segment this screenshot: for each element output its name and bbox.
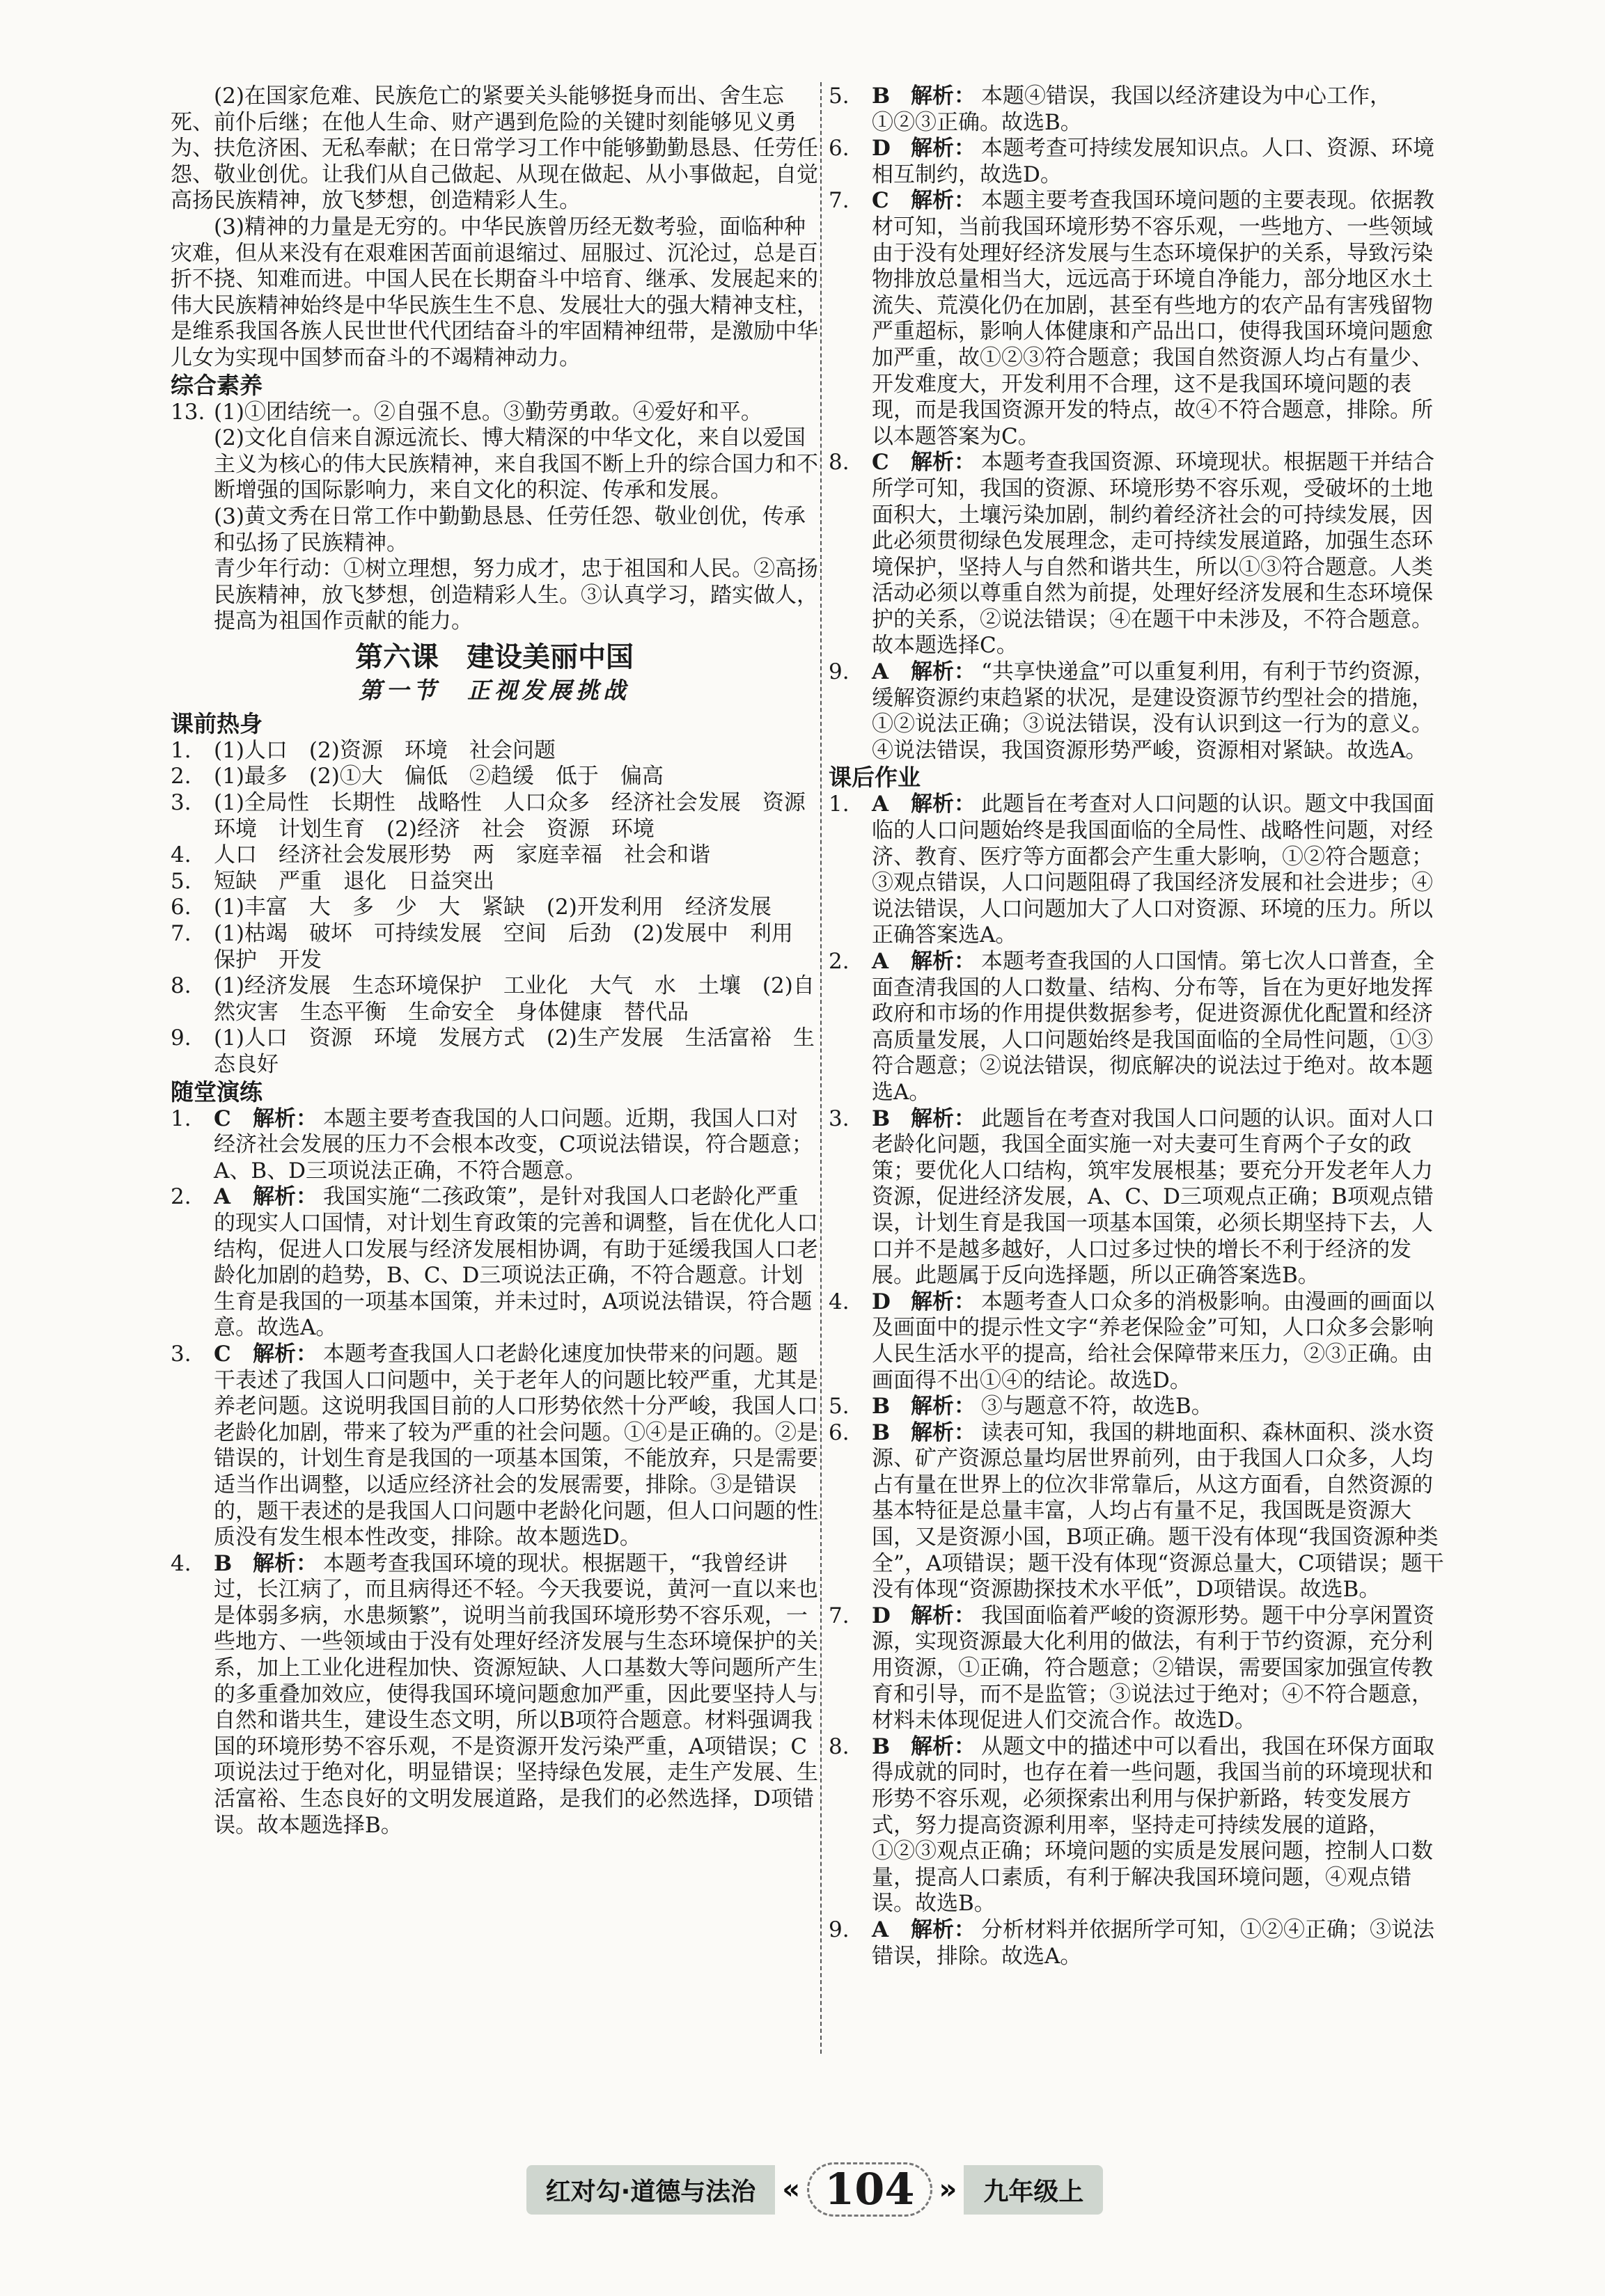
- answer-letter: C: [214, 1106, 231, 1131]
- analysis-label: 解析：: [911, 136, 976, 162]
- item-body: [872, 136, 1448, 188]
- khzy-list: [829, 792, 1448, 1969]
- section-heading-stly: 随堂演练: [171, 1078, 263, 1106]
- lesson-title: 第六课 建设美丽中国: [355, 640, 634, 673]
- item-number: 6.: [829, 1420, 850, 1445]
- item-number: 5.: [171, 868, 191, 894]
- item-body: [214, 1106, 818, 1185]
- item-number: 8.: [171, 973, 191, 999]
- item-number: 7.: [829, 188, 850, 214]
- item-number: 8.: [829, 450, 850, 475]
- answer-letter: B: [872, 1733, 891, 1759]
- analysis-text: 我国面临着严峻的资源形势。题干中分享闲置资源，实现资源最大化利用的做法，有利于节约资源，充分利用资源，①正确，符合题意；②错误，需要国家加强宣传教育和引导，而不是监管；③说法过于绝对；④不符合题意，材料未体现促进人们交流合作。故选D。: [872, 1603, 1434, 1733]
- list-item: [171, 869, 818, 895]
- analysis-label: 解析：: [253, 1550, 318, 1576]
- analysis-text: 我国实施“二孩政策”，是针对我国人口老龄化严重的现实人口国情，对计划生育政策的完善和调整，旨在优化人口结构，促进人口发展与经济发展相协调，有助于延缓我国人口老龄化加剧的趋势，B、C、D三项说法正确，不符合题意。计划生育是我国的一项基本国策，并未过时，A项说法错误，符合题意。故选A。: [214, 1184, 818, 1341]
- list-item: [829, 84, 1448, 136]
- list-item: [171, 1342, 818, 1551]
- stly-list-left: [171, 1106, 818, 1839]
- list-item: [829, 1106, 1448, 1289]
- analysis-label: 解析：: [253, 1106, 318, 1131]
- answer-letter: A: [872, 949, 889, 974]
- answer-letter: B: [872, 1420, 891, 1445]
- item-number: 1.: [171, 1106, 191, 1131]
- item-text: (1)枯竭 破坏 可持续发展 空间 后劲 (2)发展中 利用 保护 开发: [214, 921, 815, 973]
- item-number: 8.: [829, 1733, 850, 1759]
- analysis-text: 本题考查我国环境的现状。根据题干，“我曾经讲过，长江病了，而且病得还不轻。今天我要说，黄河一直以来也是体弱多病，水患频繁”，说明当前我国环境形势不容乐观，一些地方、一些领域由于没有处理好经济发展与生态环境保护的关系，加上工业化进程加快、资源短缺、人口基数大等问题所产生的多重叠加效应，使得我国环境问题愈加严重，因此要坚持人与自然和谐共生，建设生态文明，所以B项符合题意。材料强调我国的环境形势不容乐观，不是资源开发污染严重，A项错误；C项说法过于绝对化，明显错误；坚持绿色发展，走生产发展、生活富裕、生态良好的文明发展道路，是我们的必然选择，D项错误。故本题选择B。: [214, 1550, 818, 1838]
- item-text: (1)全局性 长期性 战略性 人口众多 经济社会发展 资源环境 计划生育 (2)经济 社会 资源 环境: [214, 790, 806, 842]
- item-number: 6.: [829, 136, 850, 162]
- item-body: [872, 1603, 1448, 1734]
- item-text: (1)人口 (2)资源 环境 社会问题: [214, 737, 556, 763]
- item-number: 4.: [829, 1289, 850, 1314]
- item-body: [214, 1551, 818, 1839]
- item-body: [214, 1184, 818, 1342]
- list-item: [171, 738, 818, 764]
- analysis-text: 读表可知，我国的耕地面积、森林面积、淡水资源、矿产资源总量均居世界前列，由于我国人口众多，人均占有量在世界上的位次非常靠后，从这方面看，自然资源的基本特征是总量丰富，人均占有量不足，我国既是资源大国，又是资源小国，B项正确。题干没有体现“我国资源种类全”，A项错误；题干没有体现“资源总量大，C项错误；题干没有体现“资源勘探技术水平低”，D项错误。故选B。: [872, 1420, 1444, 1603]
- item-body: [872, 659, 1448, 764]
- answer-letter: B: [214, 1550, 233, 1576]
- list-item: [829, 1917, 1448, 1969]
- item-number: 5.: [829, 84, 850, 109]
- analysis-text: 本题考查我国资源、环境现状。根据题干并结合所学可知，我国的资源、环境形势不容乐观，受破坏的土地面积大，土壤污染加剧，制约着经济社会的可持续发展，因此必须贯彻绿色发展理念，走可持续发展道路，加强生态环境保护，坚持人与自然和谐共生，所以①③符合题意。人类活动必须以尊重自然为前提，处理好经济发展和生态环境保护的关系，②说法错误；④在题干中未涉及，不符合题意。故本题选择C。: [872, 450, 1434, 659]
- item-text: 短缺 严重 退化 日益突出: [214, 868, 494, 894]
- item-number: 7.: [171, 921, 191, 947]
- left-column: [171, 84, 818, 1839]
- item-number: 3.: [171, 790, 191, 816]
- list-item: [171, 1551, 818, 1839]
- analysis-text: “共享快递盒”可以重复利用，有利于节约资源，缓解资源约束趋紧的状况，是建设资源节约型社会的措施，①②说法正确；③说法错误，没有认识到这一行为的意义。④说法错误，我国资源形势严峻，资源相对紧缺。故选A。: [872, 659, 1435, 763]
- footer-grade: 九年级上: [964, 2165, 1103, 2215]
- column-divider: [820, 82, 822, 2054]
- answer-paragraph: (3)精神的力量是无穷的。中华民族曾历经无数考验，面临种种灾难，但从来没有在艰难困苦面前退缩过、屈服过、沉沦过，总是百折不挠、知难而进。中国人民在长期奋斗中培育、继承、发展起来的伟大民族精神始终是中华民族生生不息、发展壮大的强大精神支柱，是维系我国各族人民世世代代团结奋斗的牢固精神纽带，是激励中华儿女为实现中国梦而奋斗的不竭精神动力。: [171, 214, 818, 370]
- item-number: 2.: [171, 764, 191, 789]
- analysis-text: 本题考查我国的人口国情。第七次人口普查，全面查清我国的人口数量、结构、分布等，旨在为更好地发挥政府和市场的作用提供数据参考，促进资源优化配置和经济高质量发展，人口问题始终是我国面临的全局性问题，①③符合题意；②说法错误，彻底解决的说法过于绝对。故本题选A。: [872, 949, 1434, 1105]
- answer-paragraph: (2)在国家危难、民族危亡的紧要关头能够挺身而出、舍生忘死、前仆后继；在他人生命、财产遇到危险的关键时刻能够见义勇为、扶危济困、无私奉献；在日常学习工作中能够勤勤恳恳、任劳任怨、敬业创优。让我们从自己做起、从现在做起、从小事做起，自觉高扬民族精神，放飞梦想，创造精彩人生。: [171, 84, 818, 214]
- analysis-text: 本题考查可持续发展知识点。人口、资源、环境相互制约，故选D。: [872, 136, 1434, 187]
- list-item: [171, 842, 818, 869]
- analysis-label: 解析：: [911, 1106, 976, 1131]
- item-text: 人口 经济社会发展形势 两 家庭幸福 社会和谐: [214, 842, 710, 868]
- item-body: [872, 450, 1448, 659]
- item-body: [872, 84, 1448, 136]
- answer-letter: D: [872, 1289, 891, 1314]
- item-number: 1.: [829, 792, 850, 817]
- analysis-label: 解析：: [911, 84, 976, 109]
- list-item: [829, 1734, 1448, 1917]
- list-item: [171, 790, 818, 842]
- list-item: [171, 1106, 818, 1185]
- section-heading-kqrs: 课前热身: [171, 709, 263, 737]
- answer-letter: A: [872, 659, 889, 685]
- answer-paragraph: (2)文化自信来自源远流长、博大精深的中华文化，来自以爱国主义为核心的伟大民族精神，来自我国不断上升的综合国力和不断增强的国际影响力，来自文化的积淀、传承和发展。: [214, 425, 818, 503]
- answer-letter: C: [214, 1341, 231, 1367]
- item-number: 4.: [171, 842, 191, 868]
- item-number: 7.: [829, 1603, 850, 1628]
- item-number: 3.: [829, 1106, 850, 1131]
- item-number: 4.: [171, 1550, 191, 1576]
- list-item: [829, 1603, 1448, 1734]
- analysis-text: 本题考查我国人口老龄化速度加快带来的问题。题干表述了我国人口问题中，关于老年人的问题比较严重，尤其是养老问题。这说明我国目前的人口形势依然十分严峻，我国人口老龄化加剧，带来了较为严重的社会问题。①④是正确的。②是错误的，计划生育是我国的一项基本国策，不能放弃，只是需要适当作出调整，以适应经济社会的发展需要，排除。③是错误的，题干表述的是我国人口问题中老龄化问题，但人口问题的性质没有发生根本性改变，排除。故本题选D。: [214, 1341, 818, 1550]
- list-item: [829, 136, 1448, 188]
- chevron-left-icon: «: [782, 2173, 801, 2205]
- item-number: 3.: [171, 1341, 191, 1367]
- list-item: [829, 450, 1448, 659]
- analysis-label: 解析：: [911, 1394, 976, 1420]
- analysis-label: 解析：: [911, 949, 976, 974]
- item-number: 9.: [829, 659, 850, 685]
- list-item: [171, 973, 818, 1025]
- answer-letter: B: [872, 84, 891, 109]
- analysis-label: 解析：: [911, 1420, 976, 1445]
- item-number: 6.: [171, 895, 191, 920]
- answer-letter: D: [872, 136, 891, 162]
- item-number: 9.: [829, 1917, 850, 1942]
- item-text: (1)经济发展 生态环境保护 工业化 大气 水 土壤 (2)自然灾害 生态平衡 生命安全 身体健康 替代品: [214, 973, 815, 1025]
- analysis-text: 从题文中的描述中可以看出，我国在环保方面取得成就的同时，也存在着一些问题，我国当前的环境现状和形势不容乐观，必须探索出利用与保护新路，转变发展方式，努力提高资源利用率，坚持走可持续发展的道路，①②③观点正确；环境问题的实质是发展问题，控制人口数量，提高人口素质，有利于解决我国环境问题，④观点错误。故选B。: [872, 1733, 1434, 1917]
- section-title: 第一节 正视发展挑战: [359, 676, 630, 704]
- analysis-label: 解析：: [253, 1184, 318, 1210]
- analysis-text: 本题考查人口众多的消极影响。由漫画的画面以及画面中的提示性文字“养老保险金”可知，人口众多会影响人民生活水平的提高，给社会保障带来压力，②③正确。由画面得不出①④的结论。故选D。: [872, 1289, 1434, 1393]
- list-item: [829, 188, 1448, 450]
- stly-list-right: [829, 84, 1448, 764]
- page-footer: [446, 2162, 1184, 2217]
- section-heading-zonghe: 综合素养: [171, 371, 263, 399]
- answer-letter: A: [872, 1917, 889, 1942]
- section-heading-khzy: 课后作业: [829, 764, 921, 792]
- analysis-label: 解析：: [911, 792, 976, 817]
- analysis-text: 本题④错误，我国以经济建设为中心工作，①②③正确。故选B。: [872, 84, 1391, 135]
- chevron-right-icon: »: [939, 2173, 957, 2205]
- list-item: [171, 921, 818, 973]
- item-number: 2.: [829, 949, 850, 974]
- answer-letter: C: [872, 450, 889, 475]
- list-item: [829, 949, 1448, 1106]
- list-item: [829, 792, 1448, 949]
- analysis-label: 解析：: [911, 1733, 976, 1759]
- list-item: [171, 1025, 818, 1078]
- item-body: [214, 1342, 818, 1551]
- item-body: [872, 1734, 1448, 1917]
- intro-block: [171, 84, 818, 372]
- answer-letter: A: [872, 792, 889, 817]
- answer-paragraph: (1)①团结统一。②自强不息。③勤劳勇敢。④爱好和平。: [214, 399, 762, 425]
- analysis-text: 此题旨在考查对人口问题的认识。题文中我国面临的人口问题始终是我国面临的全局性、战略性问题，对经济、教育、医疗等方面都会产生重大影响，①②符合题意；③观点错误，人口问题阻碍了我国经济发展和社会进步；④说法错误，人口问题加大了人口对资源、环境的压力。所以正确答案选A。: [872, 792, 1434, 948]
- item-body: [872, 188, 1448, 450]
- analysis-text: ③与题意不符，故选B。: [981, 1394, 1213, 1420]
- item-number: 1.: [171, 737, 191, 763]
- analysis-text: 本题主要考查我国环境问题的主要表现。依据教材可知，当前我国环境形势不容乐观，一些地方、一些领域由于没有处理好经济发展与生态环境保护的关系，导致污染物排放总量相当大，远远高于环境自净能力，部分地区水土流失、荒漠化仍在加剧，甚至有些地方的农产品有害残留物严重超标，影响人体健康和产品出口，使得我国环境问题愈加严重，故①②③符合题意；我国自然资源人均占有量少、开发难度大，开发利用不合理，这不是我国环境问题的表现，而是我国资源开发的特点，故④不符合题意，排除。所以本题答案为C。: [872, 188, 1434, 449]
- item-text: (1)丰富 大 多 少 大 紧缺 (2)开发利用 经济发展: [214, 895, 772, 920]
- item-body: [872, 1420, 1448, 1603]
- analysis-label: 解析：: [911, 1289, 976, 1314]
- item-number: 2.: [171, 1184, 191, 1210]
- answer-letter: A: [214, 1184, 231, 1210]
- item-text: (1)人口 资源 环境 发展方式 (2)生产发展 生活富裕 生态良好: [214, 1025, 815, 1077]
- list-item: [829, 1394, 1448, 1420]
- question-13-answer: [214, 400, 818, 635]
- question-13: [171, 400, 818, 635]
- analysis-text: 此题旨在考查对我国人口问题的认识。面对人口老龄化问题，我国全面实施一对夫妻可生育两个子女的政策；要优化人口结构，筑牢发展根基；要充分开发老年人力资源，促进经济发展，A、C、D三项观点正确；B项观点错误，计划生育是我国一项基本国策，必须长期坚持下去，人口并不是越多越好，人口过多过快的增长不利于经济的发展。此题属于反向选择题，所以正确答案选B。: [872, 1106, 1434, 1289]
- analysis-label: 解析：: [911, 1917, 976, 1942]
- list-item: [829, 1289, 1448, 1394]
- footer-book-title: 红对勾·道德与法治: [526, 2165, 776, 2215]
- item-body: [872, 1106, 1448, 1289]
- analysis-label: 解析：: [911, 188, 976, 214]
- analysis-label: 解析：: [911, 659, 976, 685]
- answer-letter: D: [872, 1603, 891, 1628]
- list-item: [829, 1420, 1448, 1603]
- question-number: 13.: [171, 399, 205, 425]
- item-body: [872, 949, 1448, 1106]
- right-column: [829, 84, 1448, 1969]
- item-body: [872, 1917, 1448, 1969]
- page-number: 104: [807, 2162, 932, 2217]
- answer-letter: B: [872, 1394, 891, 1420]
- analysis-label: 解析：: [911, 450, 976, 475]
- item-body: [872, 792, 1448, 949]
- analysis-text: 分析材料并依据所学可知，①②④正确；③说法错误，排除。故选A。: [872, 1917, 1434, 1969]
- item-body: [872, 1289, 1448, 1394]
- answer-paragraph: 青少年行动：①树立理想，努力成才，忠于祖国和人民。②高扬民族精神，放飞梦想，创造精彩人生。③认真学习，踏实做人，提高为祖国作贡献的能力。: [214, 556, 818, 634]
- list-item: [171, 764, 818, 790]
- analysis-label: 解析：: [253, 1341, 318, 1367]
- item-text: (1)最多 (2)①大 偏低 ②趋缓 低于 偏高: [214, 764, 664, 789]
- item-number: 5.: [829, 1394, 850, 1420]
- analysis-label: 解析：: [911, 1603, 976, 1628]
- answer-letter: B: [872, 1106, 891, 1131]
- item-body: [872, 1394, 1448, 1420]
- item-number: 9.: [171, 1025, 191, 1051]
- list-item: [171, 895, 818, 921]
- kqrs-list: [171, 738, 818, 1078]
- list-item: [829, 659, 1448, 764]
- list-item: [171, 1184, 818, 1342]
- analysis-text: 本题主要考查我国的人口问题。近期，我国人口对经济社会发展的压力不会根本改变，C项说法错误，符合题意；A、B、D三项说法正确，不符合题意。: [214, 1106, 813, 1184]
- answer-paragraph: (3)黄文秀在日常工作中勤勤恳恳、任劳任怨、敬业创优，传承和弘扬了民族精神。: [214, 503, 806, 556]
- answer-letter: C: [872, 188, 889, 214]
